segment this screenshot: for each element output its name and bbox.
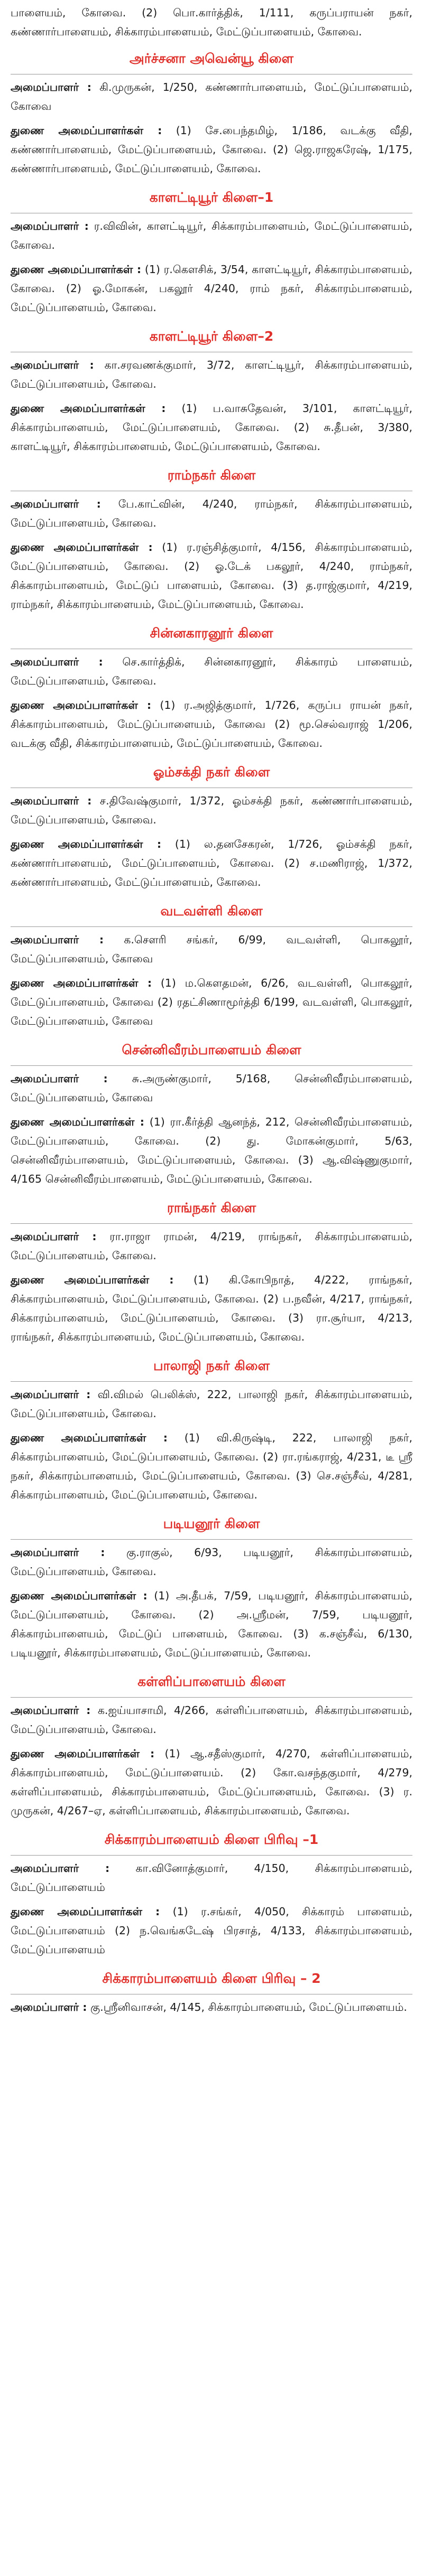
branch-section [11,758,412,892]
branch-section [11,1036,412,1188]
member-details: க.ஐய்யாசாமி, 4/266, கள்ளிப்பாளையம், சிக்காரம்பாளையம், மேட்டுப்பாளையம், கோவை. [11,1704,412,1736]
member-details: (1) ல.தனசேகரன், 1/726, ஓம்சக்தி நகர், கண்ணார்பாளையம், மேட்டுப்பாளையம், கோவை. (2) ச.மணிராஜ், 1/372, கண்ணார்பாளையம், மேட்டுப்பாளையம், கோவை. [11,838,412,888]
branch-title: பாலாஜி நகர் கிளை [153,1358,270,1373]
section-divider [11,1223,412,1224]
role-label: துணை அமைப்பாளர்கள் : [11,1273,174,1286]
section-divider [11,1855,412,1856]
role-label: துணை அமைப்பாளர்கள் : [11,699,152,711]
member-details: சு.அருண்குமார், 5/168, சென்னிவீரம்பாளையம், மேட்டுப்பாளையம், கோவை [11,1072,412,1104]
role-label: துணை அமைப்பாளர்கள் : [11,402,166,415]
deputy-organizers-entry [11,1112,412,1188]
organizer-entry [11,930,412,968]
role-label: அமைப்பாளர் : [11,1388,91,1401]
organizer-entry [11,217,412,255]
organizer-entry [11,494,412,532]
member-details: (1) சே.பைந்தமிழ், 1/186, வடக்கு வீதி, கண்ணார்பாளையம், மேட்டுப்பாளையம், கோவை. (2) ஜெ.ராஜகரேஷ், 1/175, கண்ணார்பாளையம், மேட்டுப்பாளையம், கோவை. [11,124,412,175]
member-details: க.சௌரி சங்கர், 6/99, வடவள்ளி, பொகலூர், மேட்டுப்பாளையம், கோவை [11,933,412,965]
member-details: பே.காட்வின், 4/240, ராம்நகர், சிக்காரம்பாளையம், மேட்டுப்பாளையம், கோவை. [11,498,412,529]
member-details: கு.ராகுல், 6/93, படியனூர், சிக்காரம்பாளையம், மேட்டுப்பாளையம், கோவை. [11,1546,412,1578]
member-details: (1) ர.சங்கர், 4/050, சிக்காரம் பாளையம், மேட்டுப்பாளையம் (2) ந.வெங்கடேஷ் பிரசாத், 4/133, சிக்காரம்பாளையம், மேட்டுப்பாளையம் [11,1905,413,1956]
member-details: கா.சரவணக்குமார், 3/72, காளட்டியூர், சிக்காரம்பாளையம், மேட்டுப்பாளையம், கோவை. [11,359,412,390]
section-divider [11,1065,412,1066]
member-details: கு.ஸ்ரீனிவாசன், 4/145, சிக்காரம்பாளையம், மேட்டுப்பாளையம். [87,2001,407,2013]
deputy-organizers-entry [11,973,412,1031]
branch-section [11,1510,412,1662]
branch-section [11,1825,412,1959]
member-details: (1) ஆ.சதீஸ்குமார், 4/270, கள்ளிப்பாளையம், சிக்காரம்பாளையம், மேட்டுப்பாளையம். (2) கோ.வசந்தகுமார், 4/279, கள்ளிப்பாளையம், சிக்காரம்பாளையம், மேட்டுப்பாளையம், கோவை. (3) ர. முருகன், 4/267–ஏ, கள்ளிப்பாளையம், சிக்காரம்பாளையம், கோவை. [11,1747,412,1817]
member-details: வி.விமல் பெலிக்ஸ், 222, பாலாஜி நகர், சிக்காரம்பாளையம், மேட்டுப்பாளையம், கோவை. [11,1388,412,1420]
member-details: ச.திவேஷ்குமார், 1/372, ஓம்சக்தி நகர், கண்ணார்பாளையம், மேட்டுப்பாளையம், கோவை. [11,794,412,826]
member-details: (1) வி.கிருஷ்டி, 222, பாலாஜி நகர், சிக்காரம்பாளையம், மேட்டுப்பாளையம், கோவை. (2) ரா.ரங்கராஜ், 4/231, டீ ஸ்ரீ நகர், சிக்காரம்பாளையம், மேட்டுப்பாளையம், கோவை. (3) செ.சஞ்சீவ், 4/281, சிக்காரம்பாளையம், மேட்டுப்பாளையம், கோவை. [11,1431,412,1501]
member-details: (1) ம.கௌதமன், 6/26, வடவள்ளி, பொகலூர், மேட்டுப்பாளையம், கோவை (2) ரதட்சிணாமூர்த்தி 6/199, வடவள்ளி, பொகலூர், மேட்டுப்பாளையம், கோவை [11,977,412,1027]
branch-list [11,44,412,2017]
organizer-entry [11,78,412,116]
branch-title: ராம்நகர் கிளை [167,467,256,483]
deputy-organizers-entry [11,399,412,456]
branch-section [11,1668,412,1820]
branch-title: அர்ச்சனா அவென்யூ கிளை [129,51,294,66]
member-details: கி.முருகன், 1/250, கண்ணார்பாளையம், மேட்டுப்பாளையம், கோவை [11,81,412,113]
member-details: (1) ரா.கீர்த்தி ஆனந்த், 212, சென்னிவீரம்பாளையம், மேட்டுப்பாளையம், கோவை. (2) து. மோகன்குமார், 5/63, சென்னிவீரம்பாளையம், மேட்டுப்பாளையம், கோவை. (3) ஆ.விஷ்ணுகுமார், 4/165 சென்னிவீரம்பாளையம், மேட்டுப்பாளையம், கோவை. [11,1116,413,1185]
branch-section [11,461,412,614]
organizer-entry [11,1859,412,1897]
role-label: துணை அமைப்பாளர்கள் : [11,1116,144,1128]
member-details: ர.விவின், காளட்டியூர், சிக்காரம்பாளையம், மேட்டுப்பாளையம், கோவை. [11,220,412,251]
role-label: அமைப்பாளர் : [11,220,89,232]
role-label: துணை அமைப்பாளர்கள் : [11,1589,148,1602]
branch-section [11,1964,412,2017]
branch-section [11,1352,412,1504]
deputy-organizers-entry [11,835,412,892]
branch-title: கள்ளிப்பாளையம் கிளை [137,1674,286,1689]
branch-section [11,322,412,456]
role-label: அமைப்பாளர் : [11,1072,108,1085]
role-label: துணை அமைப்பாளர்கள் : [11,1905,160,1918]
member-details: ரா.ராஜா ராமன், 4/219, ராங்நகர், சிக்காரம்பாளையம், மேட்டுப்பாளையம், கோவை. [11,1230,412,1262]
lead-paragraph: பாளையம், கோவை. (2) பொ.கார்த்திக், 1/111, கருப்பராயன் நகர், கண்ணார்பாளையம், சிக்காரம்பாளையம், மேட்டுப்பாளையம், கோவை. [11,6,412,38]
deputy-organizers-entry [11,260,412,317]
organizer-entry [11,1543,412,1581]
branch-section [11,183,412,317]
role-label: அமைப்பாளர் : [11,1546,105,1559]
role-label: அமைப்பாளர் : [11,498,101,510]
member-details: செ.கார்த்திக், சின்னகாரனூர், சிக்காரம் பாளையம், மேட்டுப்பாளையம், கோவை. [11,655,412,687]
member-details: (1) ர.அஜித்குமார், 1/726, கருப்ப ராயன் நகர், சிக்காரம்பாளையம், மேட்டுப்பாளையம், கோவை (2) மூ.செல்வராஜ் 1/206, வடக்கு வீதி, சிக்காரம்பாளையம், மேட்டுப்பாளையம், கோவை. [11,699,413,750]
branch-section [11,1194,412,1346]
deputy-organizers-entry [11,1586,412,1662]
deputy-organizers-entry [11,538,412,614]
role-label: அமைப்பாளர் : [11,655,103,668]
section-divider [11,1697,412,1698]
branch-title: ராங்நகர் கிளை [167,1200,256,1215]
role-label: அமைப்பாளர் : [11,1704,91,1717]
organizer-entry [11,1227,412,1265]
organizer-entry [11,1701,412,1739]
role-label: துணை அமைப்பாளர்கள் : [11,977,152,989]
role-label: துணை அமைப்பாளர்கள் : [11,263,142,276]
member-details: (1) அ.தீபக், 7/59, படியனூர், சிக்காரம்பாளையம், மேட்டுப்பாளையம், கோவை. (2) அ.ஸ்ரீமன், 7/59, படியனூர், சிக்காரம்பாளையம், மேட்டுப் பாளையம், கோவை. (3) க.சஞ்சீவ், 6/130, படியனூர், சிக்காரம்பாளையம், மேட்டுப்பாளையம், கோவை. [11,1589,413,1659]
role-label: துணை அமைப்பாளர்கள் : [11,1747,155,1760]
deputy-organizers-entry [11,1744,412,1820]
branch-section [11,897,412,1031]
section-divider [11,1381,412,1382]
member-details: (1) ர.ரஞ்சித்குமார், 4/156, சிக்காரம்பாளையம், மேட்டுப்பாளையம், கோவை. (2) ஓ.டேக் பகலூர், 4/240, ராம்நகர், சிக்காரம்பாளையம், மேட்டுப் பாளையம், கோவை. (3) த.ராஜ்குமார், 4/219, ராம்நகர், சிக்காரம்பாளையம், மேட்டுப்பாளையம், கோவை. [11,541,412,611]
branch-title: சிக்காரம்பாளையம் கிளை பிரிவு – 2 [102,1971,321,1986]
branch-section [11,44,412,178]
section-divider [11,1539,412,1540]
member-details: (1) கி.கோபிநாத், 4/222, ராங்நகர், சிக்காரம்பாளையம், மேட்டுப்பாளையம், கோவை. (2) ப.நவீன், 4/217, ராங்நகர், சிக்காரம்பாளையம், மேட்டுப்பாளையம், கோவை. (3) ரா.சூர்யா, 4/213, ராங்நகர், சிக்காரம்பாளையம், மேட்டுப்பாளையம், கோவை. [11,1273,413,1343]
role-label: அமைப்பாளர் : [11,359,94,371]
role-label: துணை அமைப்பாளர்கள் : [11,124,162,137]
member-details: (1) ர.கௌசிக், 3/54, காளட்டியூர், சிக்காரம்பாளையம், கோவை. (2) ஓ.மோகன், பகலூர் 4/240, ராம் நகர், சிக்காரம்பாளையம், மேட்டுப்பாளையம், கோவை. [11,263,413,314]
deputy-organizers-entry [11,121,412,178]
organizer-entry [11,355,412,394]
deputy-organizers-entry [11,696,412,753]
organizer-entry [11,791,412,829]
section-divider [11,926,412,927]
role-label: துணை அமைப்பாளர்கள் : [11,541,153,554]
role-label: துணை அமைப்பாளர்கள் : [11,1431,168,1444]
role-label: அமைப்பாளர் : [11,2001,87,2013]
deputy-organizers-entry [11,1902,412,1959]
deputy-organizers-entry [11,1270,412,1346]
role-label: அமைப்பாளர் : [11,1230,97,1243]
role-label: துணை அமைப்பாளர்கள் : [11,838,162,850]
organizer-entry [11,1069,412,1107]
member-details: (1) ப.வாசுதேவன், 3/101, காளட்டியூர், சிக்காரம்பாளையம், மேட்டுப்பாளையம், கோவை. (2) சு.தீபன், 3/380, காளட்டியூர், சிக்காரம்பாளையம், மேட்டுப்பாளையம், கோவை. [11,402,412,453]
role-label: அமைப்பாளர் : [11,794,92,807]
branch-title: சின்னகாரனூர் கிளை [150,625,273,641]
organizer-entry [11,1998,412,2017]
branch-title: வடவள்ளி கிளை [160,903,263,919]
branch-title: படியனூர் கிளை [163,1516,260,1531]
deputy-organizers-entry [11,1428,412,1504]
branch-title: சிக்காரம்பாளையம் கிளை பிரிவு –1 [104,1832,319,1847]
member-details: கா.வினோத்குமார், 4/150, சிக்காரம்பாளையம், மேட்டுப்பாளையம் [11,1862,412,1894]
organizer-entry [11,652,412,690]
organizer-entry [11,1385,412,1423]
branch-section [11,619,412,753]
role-label: அமைப்பாளர் : [11,1862,110,1875]
branch-title: காளட்டியூர் கிளை–1 [149,190,274,205]
role-label: அமைப்பாளர் : [11,933,104,946]
role-label: அமைப்பாளர் : [11,81,91,93]
branch-title: சென்னிவீரம்பாளையம் கிளை [122,1042,301,1057]
branch-title: ஓம்சக்தி நகர் கிளை [153,764,270,780]
branch-title: காளட்டியூர் கிளை–2 [149,329,274,344]
